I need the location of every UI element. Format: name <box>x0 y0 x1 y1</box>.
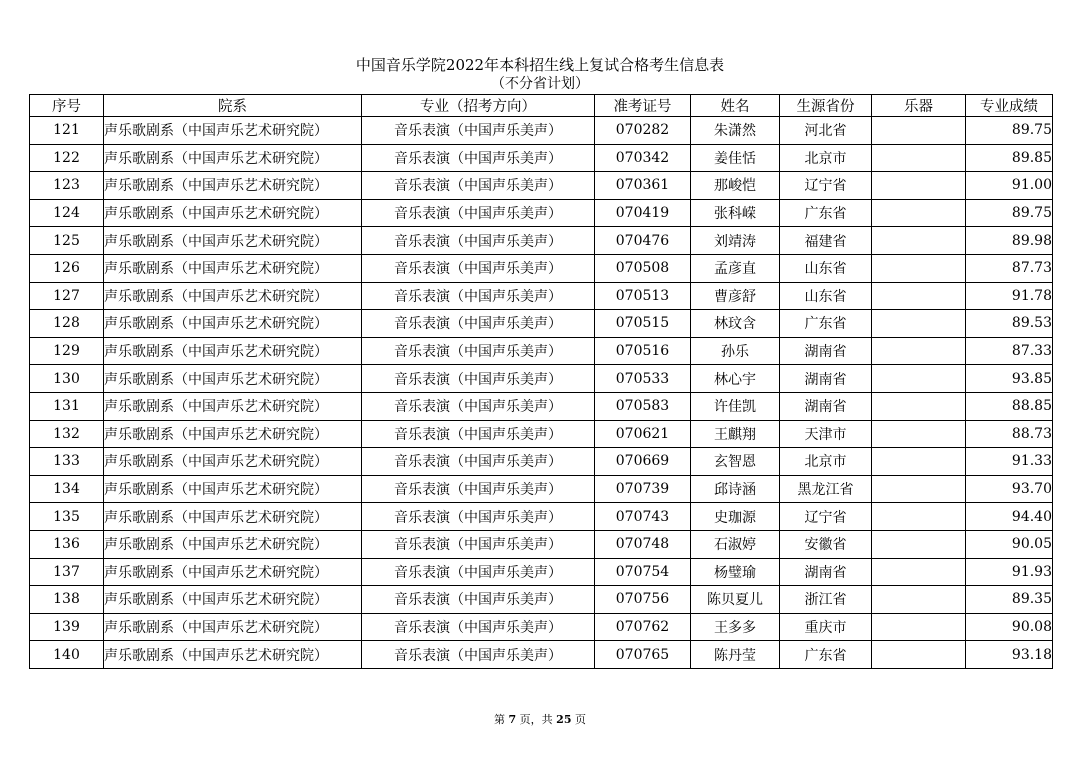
cell-major: 音乐表演（中国声乐美声） <box>362 475 595 503</box>
cell-province: 辽宁省 <box>780 172 872 200</box>
cell-name: 林心宇 <box>691 365 780 393</box>
cell-department: 声乐歌剧系（中国声乐艺术研究院） <box>104 392 362 420</box>
cell-department: 声乐歌剧系（中国声乐艺术研究院） <box>104 172 362 200</box>
cell-exam-id: 070516 <box>595 337 691 365</box>
cell-score: 94.40 <box>966 503 1053 531</box>
cell-department: 声乐歌剧系（中国声乐艺术研究院） <box>104 282 362 310</box>
cell-name: 史珈源 <box>691 503 780 531</box>
page-footer <box>0 711 1080 727</box>
cell-major: 音乐表演（中国声乐美声） <box>362 227 595 255</box>
cell-instrument <box>872 641 966 669</box>
cell-province: 安徽省 <box>780 530 872 558</box>
table-body <box>30 117 1053 669</box>
cell-score: 90.05 <box>966 530 1053 558</box>
cell-score: 93.85 <box>966 365 1053 393</box>
cell-instrument <box>872 337 966 365</box>
header-exam-id: 准考证号 <box>595 95 691 117</box>
cell-province: 北京市 <box>780 144 872 172</box>
cell-index: 137 <box>30 558 104 586</box>
cell-instrument <box>872 365 966 393</box>
cell-instrument <box>872 392 966 420</box>
cell-exam-id: 070621 <box>595 420 691 448</box>
cell-score: 93.18 <box>966 641 1053 669</box>
footer-page-number: 7 <box>508 713 517 726</box>
cell-province: 湖南省 <box>780 337 872 365</box>
table-row <box>30 310 1053 338</box>
cell-score: 89.75 <box>966 199 1053 227</box>
cell-instrument <box>872 144 966 172</box>
cell-exam-id: 070765 <box>595 641 691 669</box>
cell-department: 声乐歌剧系（中国声乐艺术研究院） <box>104 365 362 393</box>
cell-major: 音乐表演（中国声乐美声） <box>362 392 595 420</box>
cell-exam-id: 070282 <box>595 117 691 145</box>
cell-index: 129 <box>30 337 104 365</box>
cell-instrument <box>872 227 966 255</box>
cell-instrument <box>872 530 966 558</box>
table-row <box>30 420 1053 448</box>
header-name: 姓名 <box>691 95 780 117</box>
cell-exam-id: 070743 <box>595 503 691 531</box>
cell-name: 邱诗涵 <box>691 475 780 503</box>
cell-province: 北京市 <box>780 448 872 476</box>
table-row <box>30 172 1053 200</box>
cell-instrument <box>872 503 966 531</box>
cell-index: 121 <box>30 117 104 145</box>
cell-name: 许佳凯 <box>691 392 780 420</box>
footer-total-pages: 25 <box>556 713 572 726</box>
table-row <box>30 337 1053 365</box>
table-row <box>30 475 1053 503</box>
cell-province: 河北省 <box>780 117 872 145</box>
cell-name: 孟彦直 <box>691 254 780 282</box>
cell-instrument <box>872 420 966 448</box>
cell-department: 声乐歌剧系（中国声乐艺术研究院） <box>104 227 362 255</box>
cell-instrument <box>872 117 966 145</box>
footer-suffix: 页 <box>574 713 586 726</box>
cell-exam-id: 070739 <box>595 475 691 503</box>
cell-score: 88.73 <box>966 420 1053 448</box>
cell-department: 声乐歌剧系（中国声乐艺术研究院） <box>104 586 362 614</box>
cell-major: 音乐表演（中国声乐美声） <box>362 420 595 448</box>
table-row <box>30 503 1053 531</box>
cell-instrument <box>872 199 966 227</box>
cell-index: 126 <box>30 254 104 282</box>
cell-exam-id: 070669 <box>595 448 691 476</box>
cell-instrument <box>872 172 966 200</box>
cell-name: 王多多 <box>691 613 780 641</box>
cell-index: 139 <box>30 613 104 641</box>
footer-middle: 页，共 <box>519 713 553 726</box>
cell-major: 音乐表演（中国声乐美声） <box>362 199 595 227</box>
cell-instrument <box>872 558 966 586</box>
cell-department: 声乐歌剧系（中国声乐艺术研究院） <box>104 199 362 227</box>
cell-name: 那峻恺 <box>691 172 780 200</box>
cell-index: 132 <box>30 420 104 448</box>
cell-province: 天津市 <box>780 420 872 448</box>
cell-exam-id: 070508 <box>595 254 691 282</box>
cell-instrument <box>872 448 966 476</box>
cell-index: 138 <box>30 586 104 614</box>
header-department: 院系 <box>104 95 362 117</box>
cell-exam-id: 070754 <box>595 558 691 586</box>
table-row <box>30 530 1053 558</box>
cell-score: 87.73 <box>966 254 1053 282</box>
cell-exam-id: 070476 <box>595 227 691 255</box>
cell-instrument <box>872 254 966 282</box>
cell-department: 声乐歌剧系（中国声乐艺术研究院） <box>104 448 362 476</box>
cell-score: 88.85 <box>966 392 1053 420</box>
table-row <box>30 392 1053 420</box>
table-row <box>30 254 1053 282</box>
cell-province: 湖南省 <box>780 365 872 393</box>
document-title: 中国音乐学院2022年本科招生线上复试合格考生信息表 <box>355 56 725 74</box>
cell-department: 声乐歌剧系（中国声乐艺术研究院） <box>104 117 362 145</box>
cell-province: 浙江省 <box>780 586 872 614</box>
cell-score: 93.70 <box>966 475 1053 503</box>
cell-score: 89.85 <box>966 144 1053 172</box>
cell-exam-id: 070756 <box>595 586 691 614</box>
cell-name: 刘靖涛 <box>691 227 780 255</box>
header-instrument: 乐器 <box>872 95 966 117</box>
table-row <box>30 282 1053 310</box>
cell-province: 湖南省 <box>780 392 872 420</box>
cell-department: 声乐歌剧系（中国声乐艺术研究院） <box>104 337 362 365</box>
header-index: 序号 <box>30 95 104 117</box>
cell-major: 音乐表演（中国声乐美声） <box>362 144 595 172</box>
cell-province: 湖南省 <box>780 558 872 586</box>
cell-major: 音乐表演（中国声乐美声） <box>362 282 595 310</box>
cell-department: 声乐歌剧系（中国声乐艺术研究院） <box>104 310 362 338</box>
cell-score: 89.98 <box>966 227 1053 255</box>
table-row <box>30 448 1053 476</box>
cell-major: 音乐表演（中国声乐美声） <box>362 310 595 338</box>
table-row <box>30 199 1053 227</box>
cell-score: 89.75 <box>966 117 1053 145</box>
cell-score: 91.93 <box>966 558 1053 586</box>
cell-province: 广东省 <box>780 199 872 227</box>
cell-exam-id: 070342 <box>595 144 691 172</box>
cell-major: 音乐表演（中国声乐美声） <box>362 337 595 365</box>
cell-province: 山东省 <box>780 254 872 282</box>
cell-score: 89.35 <box>966 586 1053 614</box>
cell-department: 声乐歌剧系（中国声乐艺术研究院） <box>104 558 362 586</box>
cell-exam-id: 070748 <box>595 530 691 558</box>
cell-index: 125 <box>30 227 104 255</box>
table-header-row <box>30 95 1053 117</box>
table-row <box>30 641 1053 669</box>
cell-exam-id: 070762 <box>595 613 691 641</box>
cell-province: 重庆市 <box>780 613 872 641</box>
cell-index: 122 <box>30 144 104 172</box>
cell-score: 90.08 <box>966 613 1053 641</box>
cell-name: 张科嵘 <box>691 199 780 227</box>
cell-name: 孙乐 <box>691 337 780 365</box>
cell-instrument <box>872 586 966 614</box>
cell-instrument <box>872 310 966 338</box>
cell-score: 91.00 <box>966 172 1053 200</box>
cell-index: 130 <box>30 365 104 393</box>
cell-name: 朱潇然 <box>691 117 780 145</box>
cell-index: 128 <box>30 310 104 338</box>
cell-province: 黑龙江省 <box>780 475 872 503</box>
cell-exam-id: 070361 <box>595 172 691 200</box>
cell-major: 音乐表演（中国声乐美声） <box>362 586 595 614</box>
cell-major: 音乐表演（中国声乐美声） <box>362 558 595 586</box>
cell-department: 声乐歌剧系（中国声乐艺术研究院） <box>104 641 362 669</box>
cell-index: 140 <box>30 641 104 669</box>
cell-exam-id: 070515 <box>595 310 691 338</box>
footer-prefix: 第 <box>494 713 506 726</box>
cell-name: 石淑婷 <box>691 530 780 558</box>
cell-index: 135 <box>30 503 104 531</box>
table-row <box>30 586 1053 614</box>
cell-score: 91.78 <box>966 282 1053 310</box>
cell-exam-id: 070583 <box>595 392 691 420</box>
cell-department: 声乐歌剧系（中国声乐艺术研究院） <box>104 613 362 641</box>
cell-instrument <box>872 475 966 503</box>
candidate-table <box>29 94 1053 669</box>
cell-name: 姜佳恬 <box>691 144 780 172</box>
cell-province: 辽宁省 <box>780 503 872 531</box>
table-row <box>30 613 1053 641</box>
cell-major: 音乐表演（中国声乐美声） <box>362 254 595 282</box>
header-province: 生源省份 <box>780 95 872 117</box>
cell-name: 玄智恩 <box>691 448 780 476</box>
document-subtitle: （不分省计划） <box>491 76 589 92</box>
cell-instrument <box>872 613 966 641</box>
cell-major: 音乐表演（中国声乐美声） <box>362 613 595 641</box>
cell-score: 91.33 <box>966 448 1053 476</box>
cell-index: 136 <box>30 530 104 558</box>
cell-major: 音乐表演（中国声乐美声） <box>362 503 595 531</box>
table-row <box>30 117 1053 145</box>
cell-index: 127 <box>30 282 104 310</box>
cell-department: 声乐歌剧系（中国声乐艺术研究院） <box>104 475 362 503</box>
cell-index: 123 <box>30 172 104 200</box>
cell-exam-id: 070513 <box>595 282 691 310</box>
cell-index: 124 <box>30 199 104 227</box>
cell-name: 王麒翔 <box>691 420 780 448</box>
header-major: 专业（招考方向） <box>362 95 595 117</box>
cell-name: 陈丹莹 <box>691 641 780 669</box>
cell-score: 87.33 <box>966 337 1053 365</box>
cell-index: 133 <box>30 448 104 476</box>
cell-index: 131 <box>30 392 104 420</box>
cell-major: 音乐表演（中国声乐美声） <box>362 641 595 669</box>
cell-major: 音乐表演（中国声乐美声） <box>362 365 595 393</box>
cell-province: 广东省 <box>780 641 872 669</box>
cell-name: 杨璧瑜 <box>691 558 780 586</box>
cell-department: 声乐歌剧系（中国声乐艺术研究院） <box>104 254 362 282</box>
cell-department: 声乐歌剧系（中国声乐艺术研究院） <box>104 144 362 172</box>
cell-province: 广东省 <box>780 310 872 338</box>
cell-exam-id: 070419 <box>595 199 691 227</box>
table-row <box>30 144 1053 172</box>
cell-instrument <box>872 282 966 310</box>
cell-major: 音乐表演（中国声乐美声） <box>362 117 595 145</box>
cell-name: 陈贝夏儿 <box>691 586 780 614</box>
cell-score: 89.53 <box>966 310 1053 338</box>
cell-exam-id: 070533 <box>595 365 691 393</box>
cell-major: 音乐表演（中国声乐美声） <box>362 448 595 476</box>
cell-province: 福建省 <box>780 227 872 255</box>
cell-name: 林玟含 <box>691 310 780 338</box>
header-score: 专业成绩 <box>966 95 1053 117</box>
cell-province: 山东省 <box>780 282 872 310</box>
cell-department: 声乐歌剧系（中国声乐艺术研究院） <box>104 420 362 448</box>
cell-name: 曹彦舒 <box>691 282 780 310</box>
cell-department: 声乐歌剧系（中国声乐艺术研究院） <box>104 503 362 531</box>
table-row <box>30 227 1053 255</box>
cell-major: 音乐表演（中国声乐美声） <box>362 530 595 558</box>
cell-major: 音乐表演（中国声乐美声） <box>362 172 595 200</box>
table-row <box>30 365 1053 393</box>
cell-department: 声乐歌剧系（中国声乐艺术研究院） <box>104 530 362 558</box>
cell-index: 134 <box>30 475 104 503</box>
table-row <box>30 558 1053 586</box>
